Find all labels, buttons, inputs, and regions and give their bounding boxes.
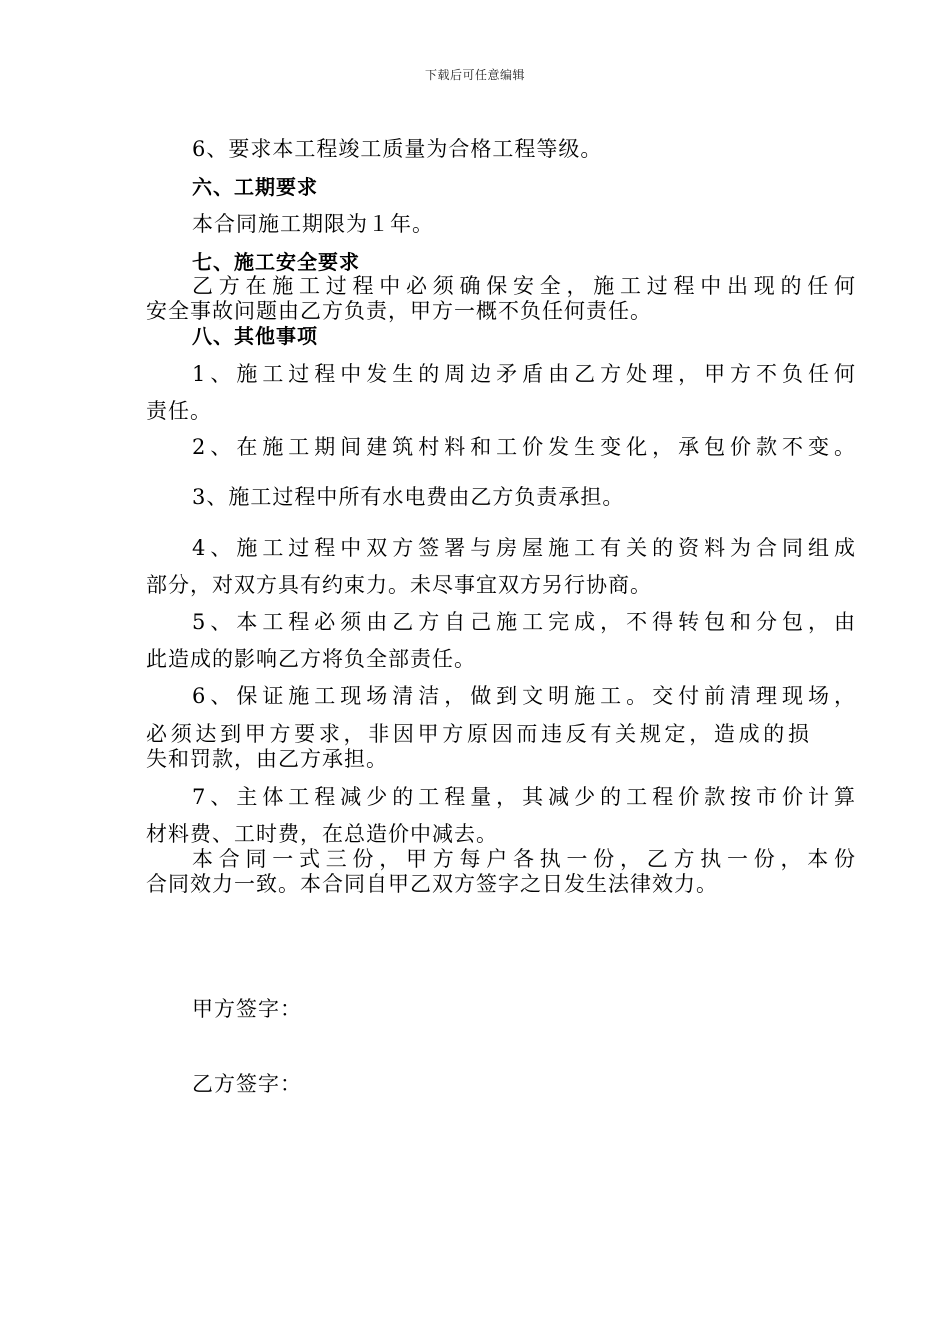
clause-other-1-line1: 1、施工过程中发生的周边矛盾由乙方处理，甲方不负任何	[192, 362, 856, 386]
section-heading-schedule: 六、工期要求	[192, 175, 318, 199]
clause-other-6-line2: 必须达到甲方要求，非因甲方原因而违反有关规定，造成的损	[146, 722, 810, 746]
clause-other-6-line1: 6、保证施工现场清洁，做到文明施工。交付前清理现场，	[192, 684, 856, 708]
clause-other-2: 2、在施工期间建筑村料和工价发生变化，承包价款不变。	[192, 435, 856, 459]
clause-other-6-line3: 失和罚款，由乙方承担。	[146, 747, 388, 771]
clause-other-4-line1: 4、施工过程中双方签署与房屋施工有关的资料为合同组成	[192, 536, 856, 560]
clause-other-7-line1: 7、主体工程减少的工程量，其减少的工程价款按市价计算	[192, 785, 856, 809]
clause-other-5-line1: 5、本工程必须由乙方自己施工完成，不得转包和分包，由	[192, 610, 856, 634]
clause-other-1-line2: 责任。	[146, 399, 212, 423]
signature-party-a: 甲方签字：	[192, 997, 302, 1021]
clause-safety-line1: 乙方在施工过程中必须确保安全，施工过程中出现的任何	[192, 274, 856, 298]
clause-safety-line2: 安全事故问题由乙方负责，甲方一概不负任何责任。	[146, 299, 652, 323]
section-heading-other: 八、其他事项	[192, 324, 318, 348]
signature-party-b: 乙方签字：	[192, 1072, 302, 1096]
clause-other-7-line2: 材料费、工时费，在总造价中减去。	[146, 822, 498, 846]
section-heading-safety: 七、施工安全要求	[192, 250, 360, 274]
clause-copies-line2: 合同效力一致。本合同自甲乙双方签字之日发生法律效力。	[146, 872, 718, 896]
clause-other-3: 3、施工过程中所有水电费由乙方负责承担。	[192, 485, 625, 509]
clause-copies-line1: 本合同一式三份，甲方每户各执一份，乙方执一份，本份	[192, 847, 856, 871]
clause-other-4-line2: 部分，对双方具有约束力。未尽事宜双方另行协商。	[146, 573, 652, 597]
clause-other-5-line2: 此造成的影响乙方将负全部责任。	[146, 647, 476, 671]
clause-quality: 6、要求本工程竣工质量为合格工程等级。	[192, 137, 603, 161]
page-header-note: 下载后可任意编辑	[424, 68, 525, 82]
clause-duration: 本合同施工期限为１年。	[192, 212, 434, 236]
